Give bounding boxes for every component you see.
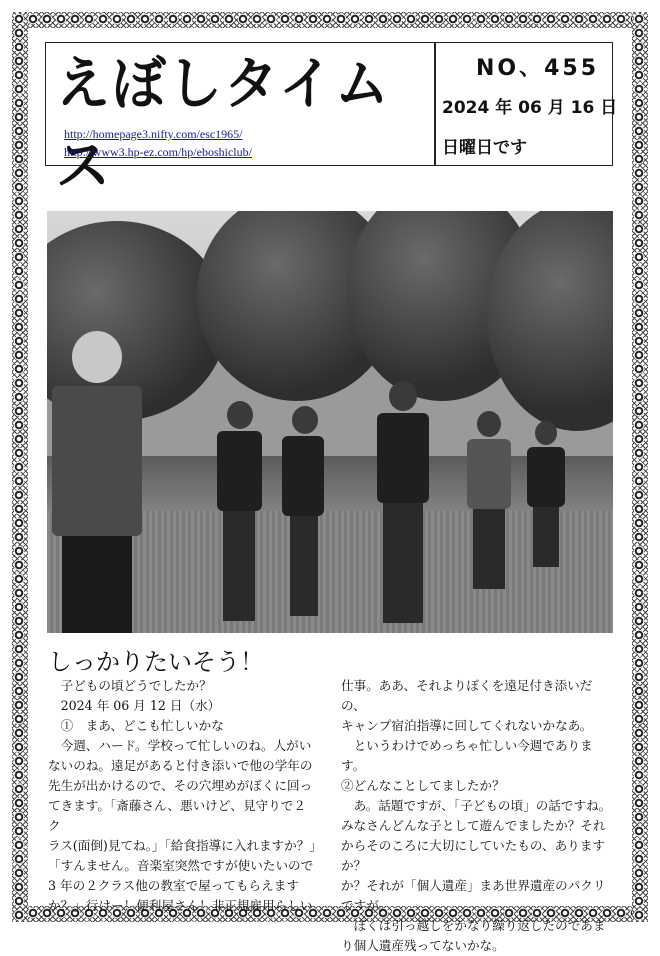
article-left-column <box>48 676 322 916</box>
article-line: てきます。「斎藤さん、悪いけど、見守りで２ク <box>48 798 306 833</box>
article-headline: しっかりたいそう！ <box>48 648 264 676</box>
article-right-column <box>341 676 613 956</box>
article-line: か？」行けー！便利屋さん！非正規雇用らしい <box>48 898 313 913</box>
article-line: 今週、ハード。学校って忙しいのね。人がい <box>48 738 312 753</box>
article-line: 2024 年 06 月 12 日（水） <box>48 698 221 713</box>
article-line: 子どもの頃どうでしたか？ <box>48 678 212 693</box>
article-line: 先生が出かけるので、その穴埋めがぼくに回っ <box>48 778 313 793</box>
border-left <box>12 12 28 922</box>
border-right <box>632 12 648 922</box>
newsletter-title: えぼしタイムス <box>56 50 391 199</box>
article-line: 「すんません。音楽室突然ですが使いたいので <box>48 858 314 873</box>
issue-weekday: 日曜日です <box>442 138 527 158</box>
article-line: 仕事。ああ、それよりぼくを遠足付き添いだの、 <box>341 678 593 713</box>
article-line: ですが。 <box>341 898 392 913</box>
website-links <box>64 125 252 161</box>
border-top <box>12 12 648 28</box>
article-line: ②どんなことしてましたか？ <box>341 778 505 793</box>
article-line: 3 年の２クラス他の教室で屋ってもらえます <box>48 878 299 893</box>
article-line: キャンプ宿泊指導に回してくれないかなあ。 <box>341 718 593 733</box>
article-line: みなさんどんな子として遊んでましたか？それ <box>341 818 606 833</box>
exercise-photo <box>47 211 613 633</box>
article-line: というわけでめっちゃ忙しい今週であります。 <box>341 738 593 773</box>
article-line: ① まあ、どこも忙しいかな <box>48 718 224 733</box>
issue-date: 2024 年 06 月 16 日 <box>442 98 618 118</box>
issue-number: NO、455 <box>476 56 600 81</box>
article-line: り個人遺産残ってないかな。 <box>341 938 505 953</box>
article-line: からそのころに大切にしていたもの、ありますか？ <box>341 838 605 873</box>
website-link-2[interactable]: http://www3.hp-ez.com/hp/eboshiclub/ <box>64 145 252 159</box>
article-line: か？それが「個人遺産」まあ世界遺産のパクリ <box>341 878 606 893</box>
photo-tree <box>487 211 613 431</box>
article-line: ぼくは引っ越しをかなり繰り返したのであま <box>341 918 606 933</box>
masthead <box>45 42 618 199</box>
masthead-divider <box>434 43 436 165</box>
website-link-1[interactable]: http://homepage3.nifty.com/esc1965/ <box>64 127 243 141</box>
article-line: ラス(面倒)見てね。」「給食指導に入れますか？」 <box>48 838 322 853</box>
article-line: あ。話題ですが、「子どもの頃」の話ですね。 <box>341 798 612 813</box>
article-line: ないのね。遠足があると付き添いで他の学年の <box>48 758 313 773</box>
